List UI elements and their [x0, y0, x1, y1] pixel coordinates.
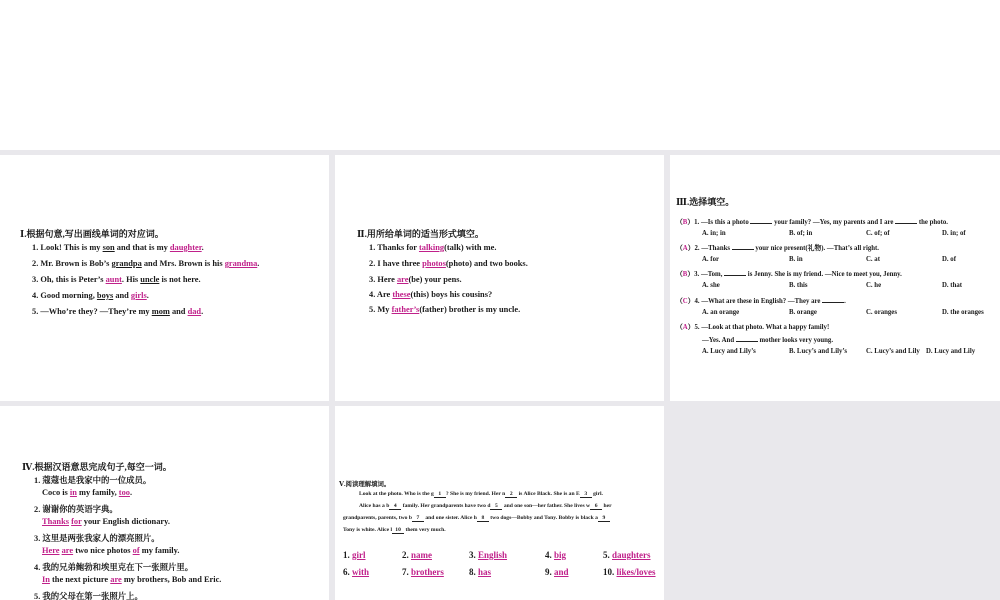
answer: father’s	[391, 305, 420, 314]
question-line	[369, 243, 496, 252]
bracket: ）	[687, 324, 695, 331]
answer-number: 5.	[603, 550, 610, 560]
blank	[895, 217, 917, 224]
answer-line	[42, 575, 221, 584]
exercise-panel-4	[0, 406, 329, 600]
answer: of	[132, 546, 140, 555]
bracket: ）	[687, 298, 695, 305]
option: B. this	[789, 282, 808, 289]
text: family. Her grandparents have two d	[401, 503, 491, 509]
answer: B	[682, 271, 688, 278]
text: 3. Here	[369, 275, 397, 284]
text: .	[201, 307, 204, 316]
answer-number: 3.	[469, 550, 476, 560]
text: .	[201, 243, 204, 252]
answer: has	[478, 567, 492, 577]
section-title: Ⅳ.根据汉语意思完成句子,每空一词。	[22, 462, 172, 472]
option: B. in	[789, 256, 803, 263]
blank-number: 6	[590, 503, 602, 510]
text: 5. —Who’re they? —They’re my	[32, 307, 152, 316]
text: two dogs—Bobby and Tony. Bobby is black a	[488, 515, 598, 521]
answer: are	[61, 546, 74, 555]
text: my family.	[139, 546, 180, 555]
answer: photos	[422, 259, 446, 268]
prompt-line: 3. 这里是两张我家人的漂亮照片。	[34, 534, 160, 543]
blank-number: 10	[392, 527, 404, 534]
text: 3. Oh, this is Peter’s	[32, 275, 106, 284]
answer: in	[69, 488, 77, 497]
text: 3. —Tom,	[694, 271, 725, 278]
text: 4. Are	[369, 290, 393, 299]
mc-question-5-line-2	[702, 335, 833, 344]
option: D. Lucy and Lily	[926, 348, 976, 355]
text: and Mrs. Brown is his	[141, 259, 225, 268]
exercise-panel-5	[335, 406, 664, 600]
text: is Jenny. She is my friend. —Nice to meet you, Jenny.	[746, 271, 902, 278]
option: B. orange	[789, 309, 817, 316]
text: Look at the photo. Who is the g	[359, 491, 434, 497]
text: girl.	[591, 491, 603, 497]
text: the photo.	[917, 219, 948, 226]
answer-line	[42, 546, 179, 555]
text: .	[844, 298, 846, 305]
answer: B	[682, 219, 688, 226]
bracket: （	[676, 271, 683, 278]
blank-number: 1	[434, 491, 446, 498]
option: C. Lucy’s and Lily	[866, 348, 920, 355]
option: D. of	[942, 256, 956, 263]
option: A. for	[702, 256, 719, 263]
text: .	[146, 291, 149, 300]
answer-item	[545, 550, 566, 560]
answer: daughters	[612, 550, 651, 560]
section-title: Ⅴ.阅读理解填词。	[339, 481, 391, 488]
question-line	[369, 259, 528, 268]
answer: brothers	[411, 567, 444, 577]
blank	[736, 335, 758, 342]
blank-number: 8	[477, 515, 489, 522]
exercise-panel-1	[0, 155, 329, 401]
text: the next picture	[49, 575, 111, 584]
text: my family,	[76, 488, 119, 497]
answer: likes/loves	[616, 567, 656, 577]
text: ? She is my friend. Her n	[445, 491, 506, 497]
text: and	[169, 307, 188, 316]
bracket: ）	[687, 271, 695, 278]
option: A. Lucy and Lily’s	[702, 348, 756, 355]
answer: aunt	[105, 275, 122, 284]
answer: A	[682, 245, 688, 252]
underlined-word: uncle	[140, 275, 160, 284]
answer-number: 6.	[343, 567, 350, 577]
answer-number: 2.	[402, 550, 409, 560]
question-line	[32, 259, 259, 268]
answer-item	[469, 567, 491, 577]
text: 5. —Look at that photo. What a happy family!	[694, 324, 830, 331]
text: grandparents, parents, two b	[343, 515, 412, 521]
text: . His	[121, 275, 141, 284]
answer-item	[545, 567, 569, 577]
blank	[822, 296, 844, 303]
answer: daughter	[169, 243, 202, 252]
blank-number: 9	[598, 515, 610, 522]
answer: A	[682, 324, 688, 331]
text: is not here.	[159, 275, 201, 284]
answer-number: 1.	[343, 550, 350, 560]
passage-line	[343, 515, 610, 522]
answer: In	[42, 575, 50, 584]
text: 2. Mr. Brown is Bob’s	[32, 259, 112, 268]
answer-item	[343, 567, 369, 577]
passage-line	[359, 491, 603, 498]
top-blank-area	[0, 0, 1000, 150]
text: 2. I have three	[369, 259, 423, 268]
question-line	[32, 307, 203, 316]
answer-number: 7.	[402, 567, 409, 577]
text: them very much.	[404, 527, 446, 533]
question-line	[369, 305, 520, 314]
option: B. of; in	[789, 230, 813, 237]
answer: C	[682, 298, 688, 305]
blank-number: 7	[412, 515, 424, 522]
question-line	[369, 290, 492, 299]
blank	[724, 269, 746, 276]
answer: are	[396, 275, 409, 284]
option: D. in; of	[942, 230, 966, 237]
answer: grandma	[224, 259, 258, 268]
text: my brothers, Bob and Eric.	[121, 575, 222, 584]
mc-question-4	[676, 295, 846, 305]
exercise-panel-2	[335, 155, 664, 401]
text: (this) boys his cousins?	[410, 290, 493, 299]
bracket: ）	[687, 245, 695, 252]
question-line	[32, 291, 149, 300]
answer: name	[411, 550, 432, 560]
option: B. Lucy’s and Lily’s	[789, 348, 848, 355]
text: and	[113, 291, 131, 300]
blank-number: 2	[505, 491, 517, 498]
answer-number: 9.	[545, 567, 552, 577]
answer-item	[603, 567, 656, 577]
question-line	[32, 243, 204, 252]
text: her	[602, 503, 612, 509]
option: A. in; in	[702, 230, 726, 237]
text: and that is my	[114, 243, 170, 252]
section-title: Ⅲ.选择填空。	[676, 197, 735, 207]
text: 1. Thanks for	[369, 243, 419, 252]
text: 5. My	[369, 305, 392, 314]
answer-number: 10.	[603, 567, 615, 577]
text: your English dictionary.	[81, 517, 170, 526]
bracket: （	[676, 219, 683, 226]
answer: Thanks	[42, 517, 70, 526]
text: 4. —What are these in English? —They are	[694, 298, 823, 305]
text: (photo) and two books.	[445, 259, 528, 268]
underlined-word: mom	[151, 307, 170, 316]
answer: Here	[42, 546, 60, 555]
blank	[732, 243, 754, 250]
prompt-line: 4. 我的兄弟鲍勃和埃里克在下一张照片里。	[34, 563, 194, 572]
prompt-line: 1. 蔻蔻也是我家中的一位成员。	[34, 476, 152, 485]
passage-line	[359, 503, 612, 510]
text: 4. Good morning,	[32, 291, 97, 300]
underlined-word: grandpa	[111, 259, 142, 268]
text: is Alice Black. She is an E	[517, 491, 580, 497]
mc-question-3	[676, 268, 902, 278]
section-title: Ⅱ.用所给单词的适当形式填空。	[357, 229, 484, 239]
answer-line	[42, 488, 132, 497]
text: Tony is white. Alice l	[343, 527, 393, 533]
text: your nice present(礼物). —That’s all right.	[753, 245, 879, 252]
answer-item	[603, 550, 651, 560]
bracket: （	[676, 245, 683, 252]
underlined-word: boys	[96, 291, 114, 300]
answer-item	[402, 550, 432, 560]
text: —Yes. And	[702, 337, 736, 344]
option: C. oranges	[866, 309, 897, 316]
answer: dad	[187, 307, 202, 316]
answer: talking	[418, 243, 445, 252]
bracket: ）	[687, 219, 695, 226]
text: .	[129, 488, 133, 497]
text: (be) your pens.	[408, 275, 462, 284]
text: (talk) with me.	[444, 243, 497, 252]
answer: girls	[130, 291, 147, 300]
answer: too	[118, 488, 130, 497]
answer-number: 8.	[469, 567, 476, 577]
text: 2. —Thanks	[694, 245, 732, 252]
option: C. he	[866, 282, 882, 289]
blank-number: 3	[580, 491, 592, 498]
blank	[750, 217, 772, 224]
answer: for	[71, 517, 82, 526]
mc-question-2	[676, 242, 879, 252]
text: mother looks very young.	[757, 337, 834, 344]
answer: with	[352, 567, 370, 577]
answer: girl	[352, 550, 366, 560]
answer: English	[478, 550, 508, 560]
mc-question-1	[676, 216, 948, 226]
text: and one son—her father. She lives w	[502, 503, 591, 509]
answer-item	[402, 567, 444, 577]
answer-number: 4.	[545, 550, 552, 560]
option: A. she	[702, 282, 720, 289]
text: (father) brother is my uncle.	[419, 305, 521, 314]
section-title: Ⅰ.根据句意,写出画线单词的对应词。	[20, 229, 164, 239]
underlined-word: son	[102, 243, 115, 252]
text: your family? —Yes, my parents and I are	[772, 219, 896, 226]
option: D. the oranges	[942, 309, 984, 316]
text: Coco is	[42, 488, 70, 497]
answer: and	[554, 567, 569, 577]
answer: are	[110, 575, 122, 584]
answer-item	[469, 550, 507, 560]
prompt-line: 5. 我的父母在第一张照片上。	[34, 592, 143, 600]
bracket: （	[676, 298, 683, 305]
text: 1. —Is this a photo	[694, 219, 751, 226]
answer: these	[392, 290, 411, 299]
blank-number: 4	[389, 503, 401, 510]
bracket: （	[676, 324, 683, 331]
text: Alice has a b	[359, 503, 390, 509]
text: .	[257, 259, 260, 268]
answer: big	[554, 550, 567, 560]
option: D. that	[942, 282, 963, 289]
text: two nice photos	[73, 546, 133, 555]
prompt-line: 2. 谢谢你的英语字典。	[34, 505, 118, 514]
text: and one sister. Alice h	[423, 515, 477, 521]
answer-line	[42, 517, 170, 526]
option: C. of; of	[866, 230, 890, 237]
blank-number: 5	[490, 503, 502, 510]
exercise-panel-3	[670, 155, 1000, 401]
mc-question-5	[676, 321, 829, 331]
option: A. an orange	[702, 309, 740, 316]
option: C. at	[866, 256, 880, 263]
text: 1. Look! This is my	[32, 243, 103, 252]
question-line	[369, 275, 462, 284]
question-line	[32, 275, 201, 284]
passage-line	[343, 527, 446, 534]
answer-item	[343, 550, 366, 560]
